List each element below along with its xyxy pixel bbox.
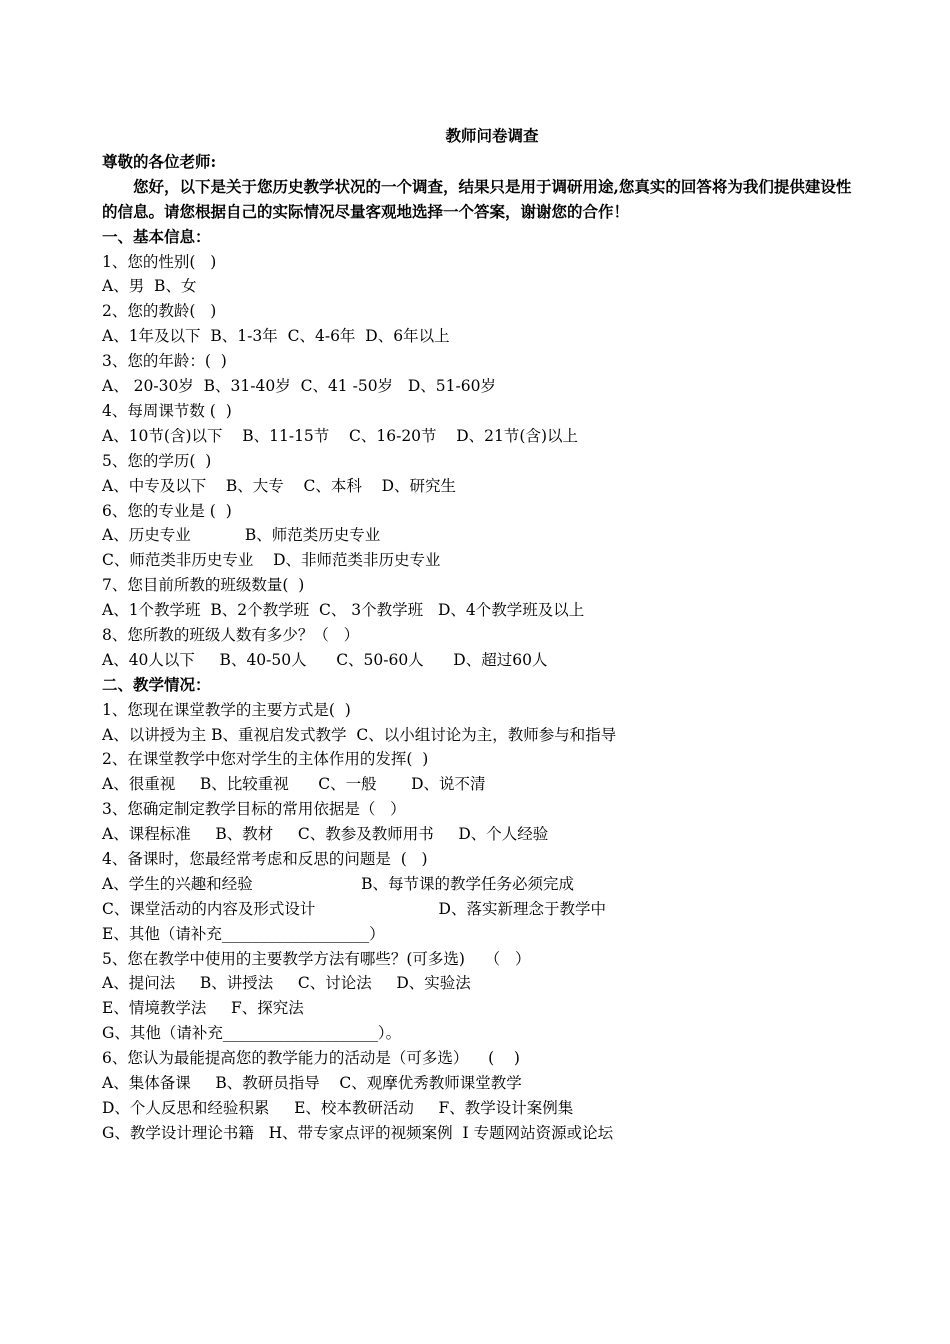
section-basic-info (102, 250, 862, 673)
answer-options: A、很重视 B、比较重视 C、一般 D、说不清 (102, 775, 486, 794)
question-line: 2、您的教龄( ) (102, 302, 217, 321)
answer-options: A、1个教学班 B、2个教学班 C、 3个教学班 D、4个教学班及以上 (102, 601, 585, 620)
answer-options: A、10节(含)以下 B、11-15节 C、16-20节 D、21节(含)以上 (102, 426, 578, 445)
answer-options: A、集体备课 B、教研员指导 C、观摩优秀教师课堂教学 (102, 1073, 522, 1092)
question-line: 7、您目前所教的班级数量( ) (102, 576, 305, 595)
section-teaching (102, 698, 862, 1146)
question-line: 6、您认为最能提高您的教学能力的活动是（可多选） ( ) (102, 1049, 520, 1068)
question-line: 8、您所教的班级人数有多少？（ ） (102, 625, 360, 644)
question-line: 4、备课时，您最经常考虑和反思的问题是 ( ) (102, 849, 428, 868)
answer-options: E、其他（请补充___________________） (102, 924, 385, 943)
answer-options: A、中专及以下 B、大专 C、本科 D、研究生 (102, 476, 456, 495)
answer-options: A、以讲授为主 B、重视启发式教学 C、以小组讨论为主，教师参与和指导 (102, 725, 617, 744)
survey-document (102, 122, 862, 1146)
question-line: 1、您的性别( ) (102, 252, 217, 271)
answer-options: A、男 B、女 (102, 277, 197, 296)
answer-options: A、提问法 B、讲授法 C、讨论法 D、实验法 (102, 974, 471, 993)
answer-options: A、 20-30岁 B、31-40岁 C、41 -50岁 D、51-60岁 (102, 377, 496, 396)
answer-options: A、课程标准 B、教材 C、教参及教师用书 D、个人经验 (102, 825, 549, 844)
section-heading-basic-info: 一、基本信息： (102, 226, 211, 246)
question-line: 3、您的年龄：( ) (102, 352, 227, 371)
section-heading-teaching: 二、教学情况： (102, 674, 211, 694)
answer-options: A、40人以下 B、40-50人 C、50-60人 D、超过60人 (102, 650, 548, 669)
question-line: 1、您现在课堂教学的主要方式是( ) (102, 700, 351, 719)
question-line: 2、在课堂教学中您对学生的主体作用的发挥( ) (102, 750, 429, 769)
question-line: 3、您确定制定教学目标的常用依据是（ ） (102, 800, 406, 819)
question-line: 5、您在教学中使用的主要教学方法有哪些？(可多选) （ ） (102, 949, 531, 968)
answer-options: D、个人反思和经验积累 E、校本教研活动 F、教学设计案例集 (102, 1098, 574, 1117)
question-line: 5、您的学历( ) (102, 451, 212, 470)
answer-options: E、情境教学法 F、探究法 (102, 999, 304, 1018)
answer-options: G、其他（请补充____________________）。 (102, 1024, 402, 1043)
page-title: 教师问卷调查 (445, 126, 539, 145)
question-line: 6、您的专业是 ( ) (102, 501, 232, 520)
answer-options: A、1年及以下 B、1-3年 C、4-6年 D、6年以上 (102, 327, 450, 346)
intro-paragraph: 您好，以下是关于您历史教学状况的一个调查，结果只是用于调研用途,您真实的回答将为我们提供建设性的信息。请您根据自己的实际情况尽量客观地选择一个答案，谢谢您的合作！ (102, 176, 852, 221)
answer-options: A、学生的兴趣和经验 B、每节课的教学任务必须完成 (102, 874, 574, 893)
answer-options: A、历史专业 B、师范类历史专业 (102, 526, 381, 545)
answer-options: C、师范类非历史专业 D、非师范类非历史专业 (102, 551, 441, 570)
answer-options: G、教学设计理论书籍 H、带专家点评的视频案例 I 专题网站资源或论坛 (102, 1123, 614, 1142)
answer-options: C、课堂活动的内容及形式设计 D、落实新理念于教学中 (102, 899, 606, 918)
question-line: 4、每周课节数 ( ) (102, 401, 232, 420)
greeting: 尊敬的各位老师: (102, 152, 217, 171)
